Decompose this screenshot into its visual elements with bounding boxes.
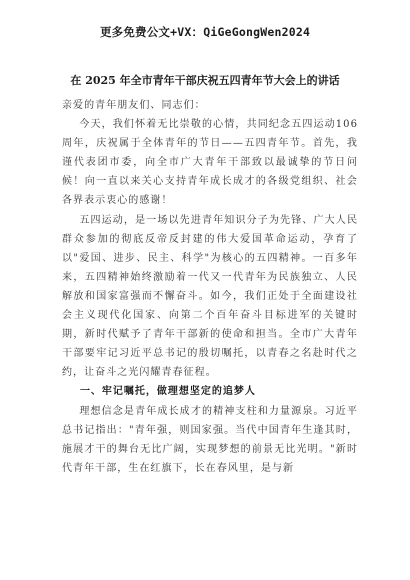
document-title: 在 2025 年全市青年干部庆祝五四青年节大会上的讲话 (70, 74, 340, 87)
paragraph-2: 五四运动，是一场以先进青年知识分子为先锋、广大人民群众参加的彻底反帝反封建的伟大爱国革命运动，孕育了以"爱国、进步、民主、科学"为核心的五四精神。一百多年来，五四精神始终激励着一代又一代青年为民族独立、人民解放和国家富强而不懈奋斗。如今，我们正处于全面建设社会主义现代化国家、向第二个百年奋斗目标进军的关键时期，新时代赋予了青年干部新的使命和担当。全市广大青年干部要牢记习近平总书记的殷切嘱托，以青春之名赴时代之约，让奋斗之光闪耀青春征程。 (62, 214, 359, 379)
section-heading-1: 一、牢记嘱托，做理想坚定的追梦人 (62, 386, 256, 398)
salutation: 亲爱的青年朋友们、同志们： (62, 100, 206, 111)
watermark-header: 更多免费公文+VX：QiGeGongWen2024 (99, 25, 311, 39)
paragraph-3: 理想信念是青年成长成才的精神支柱和力量源泉。习近平总书记指出："青年强，则国家强。当代中国青年生逢其时，施展才干的舞台无比广阔，实现梦想的前景无比光明。"新时代青年干部，生在红旗下，长在春风里，是与新 (62, 405, 359, 474)
document-body (62, 96, 358, 478)
paragraph-1: 今天，我们怀着无比崇敬的心情，共同纪念五四运动106周年，庆祝属于全体青年的节日——五四青年节。首先，我谨代表团市委，向全市广大青年干部致以最诚挚的节日问候！向一直以来关心支持青年成长成才的各级党组织、社会各界表示衷心的感谢！ (62, 119, 359, 207)
